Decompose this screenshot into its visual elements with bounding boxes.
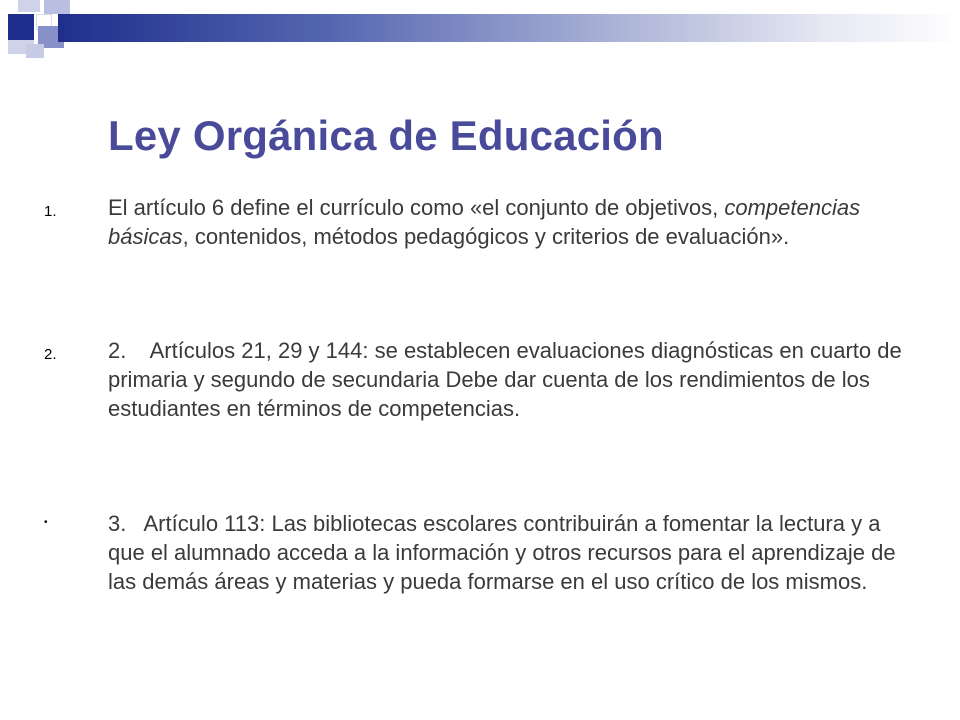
italic-text-segment: competencias básicas — [108, 195, 861, 249]
list-item-text — [108, 193, 908, 251]
text-segment: El artículo 6 define el currículo como «el conjunto de objetivos, — [108, 195, 725, 220]
bullet-icon: • — [44, 517, 48, 528]
decorative-square — [8, 14, 34, 40]
list-marker: 2. — [44, 346, 57, 363]
header-gradient-bar — [58, 14, 960, 42]
decorative-square — [44, 0, 70, 14]
decorative-square — [18, 0, 40, 12]
list-marker: 1. — [44, 203, 57, 220]
text-segment: , contenidos, métodos pedagógicos y criterios de evaluación». — [182, 224, 790, 249]
decorative-square — [26, 44, 44, 58]
slide-title: Ley Orgánica de Educación — [108, 112, 664, 159]
list-item-text: 2. Artículos 21, 29 y 144: se establecen evaluaciones diagnósticas en cuarto de primaria y segundo de secundaria Debe dar cuenta de los rendimientos de los estudiantes en términos de competencias. — [108, 338, 908, 421]
list-item-text: 3. Artículo 113: Las bibliotecas escolares contribuirán a fomentar la lectura y a que el alumnado acceda a la información y otros recursos para el aprendizaje de las demás áreas y materias y pueda formarse en el uso crítico de los mismos. — [108, 511, 902, 594]
